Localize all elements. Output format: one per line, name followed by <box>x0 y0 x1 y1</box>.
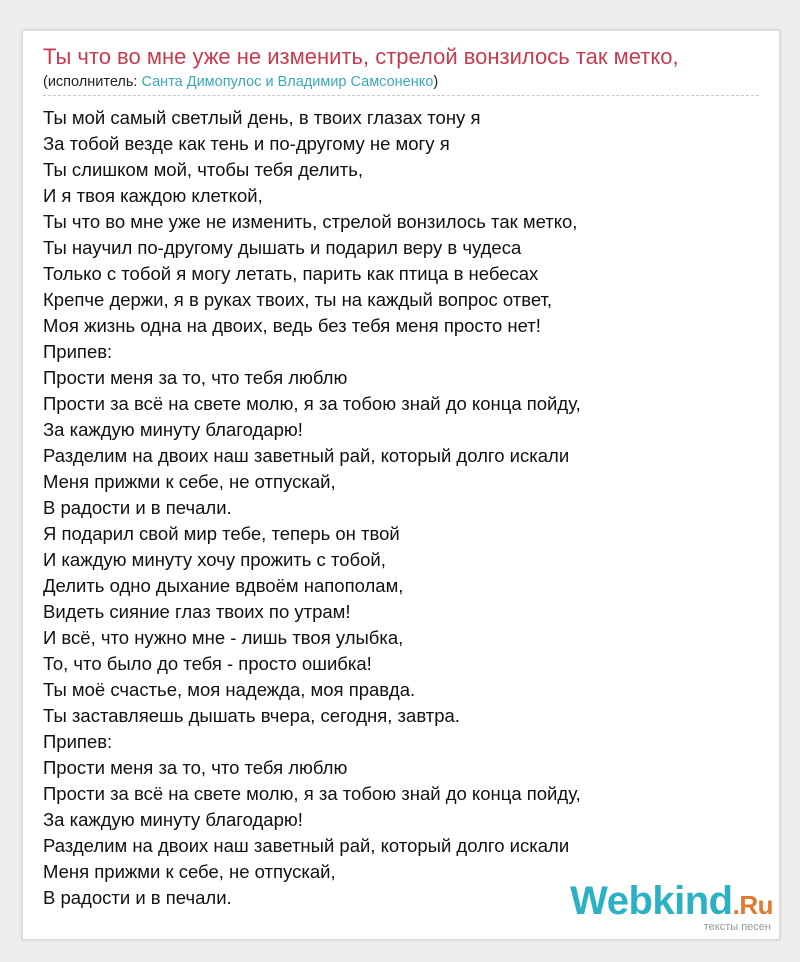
lyric-line: Меня прижми к себе, не отпускай, <box>43 861 336 882</box>
lyric-line: Только с тобой я могу летать, парить как птица в небесах <box>43 263 539 284</box>
lyric-line: Ты моё счастье, моя надежда, моя правда. <box>43 679 416 700</box>
lyric-line: Ты что во мне уже не изменить, стрелой вонзилось так метко, <box>43 211 578 232</box>
lyric-line: Прости за всё на свете молю, я за тобою знай до конца пойду, <box>43 783 581 804</box>
lyrics-card <box>22 30 780 940</box>
lyric-line: Я подарил свой мир тебе, теперь он твой <box>43 523 400 544</box>
lyric-line: И каждую минуту хочу прожить с тобой, <box>43 549 386 570</box>
logo-wordmark: Webkind <box>570 879 733 923</box>
artist-link[interactable]: Санта Димопулос и Владимир Самсоненко <box>141 74 434 90</box>
lyric-line: В радости и в печали. <box>43 887 232 908</box>
lyric-line: Крепче держи, я в руках твоих, ты на каждый вопрос ответ, <box>43 289 553 310</box>
lyric-line: В радости и в печали. <box>43 497 232 518</box>
lyric-line: Ты заставляешь дышать вчера, сегодня, завтра. <box>43 705 460 726</box>
logo-tagline: тексты песен <box>703 921 771 933</box>
lyric-line: Видеть сияние глаз твоих по утрам! <box>43 601 351 622</box>
lyric-line: За тобой везде как тень и по-другому не могу я <box>43 133 450 154</box>
lyric-line: Моя жизнь одна на двоих, ведь без тебя меня просто нет! <box>43 315 541 336</box>
logo-domain: .Ru <box>732 890 773 920</box>
lyric-line: Прости за всё на свете молю, я за тобою знай до конца пойду, <box>43 393 581 414</box>
lyric-line: Ты слишком мой, чтобы тебя делить, <box>43 159 363 180</box>
artist-prefix: (исполнитель: <box>43 74 142 90</box>
lyrics-text <box>43 105 581 911</box>
lyric-line: Припев: <box>43 341 113 362</box>
lyric-line: Меня прижми к себе, не отпускай, <box>43 471 336 492</box>
lyric-line: Прости меня за то, что тебя люблю <box>43 757 348 778</box>
lyric-line: И я твоя каждою клеткой, <box>43 185 263 206</box>
artist-line <box>43 73 438 91</box>
lyric-line: То, что было до тебя - просто ошибка! <box>43 653 372 674</box>
lyric-line: Ты мой самый светлый день, в твоих глазах тону я <box>43 107 481 128</box>
site-logo[interactable] <box>570 881 773 933</box>
lyric-line: Прости меня за то, что тебя люблю <box>43 367 348 388</box>
artist-suffix: ) <box>433 74 439 90</box>
lyric-line: Разделим на двоих наш заветный рай, который долго искали <box>43 445 570 466</box>
song-title: Ты что во мне уже не изменить, стрелой вонзилось так метко, <box>43 44 679 69</box>
lyric-line: Разделим на двоих наш заветный рай, который долго искали <box>43 835 570 856</box>
lyric-line: Делить одно дыхание вдвоём напополам, <box>43 575 404 596</box>
lyric-line: И всё, что нужно мне - лишь твоя улыбка, <box>43 627 404 648</box>
lyric-line: За каждую минуту благодарю! <box>43 419 303 440</box>
lyric-line: Ты научил по-другому дышать и подарил веру в чудеса <box>43 237 522 258</box>
lyric-line: За каждую минуту благодарю! <box>43 809 303 830</box>
lyric-line: Припев: <box>43 731 113 752</box>
title-divider <box>43 95 759 96</box>
